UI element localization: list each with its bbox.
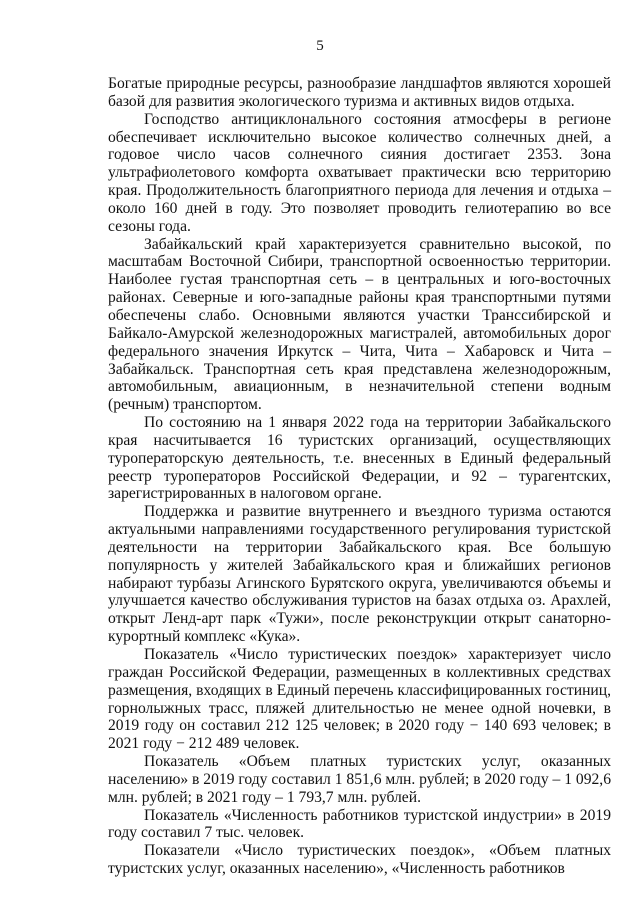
paragraph-climate: Господство антициклонального состояния атмосферы в регионе обеспечивает исключительно высокое количество солнечных дней, а годовое число часов солнечного сияния достигает 2353. Зона ультрафиолетового комфорта охватывает практически всю территорию края. Продолжительность благоприятного периода для лечения и отдыха – около 160 дней в году. Это позволяет проводить гелиотерапию во все сезоны года. [108, 110, 611, 235]
paragraph-tourism-support: Поддержка и развитие внутреннего и въездного туризма остаются актуальными направлениями государственного регулирования туристской деятельности на территории Забайкальского края. Все большую популярность у жителей Забайкальского края и ближайших регионов набирают турбазы Агинского Бурятского округа, увеличиваются объемы и улучшается качество обслуживания туристов на базах отдыха оз. Арахлей, открыт Ленд-арт парк «Тужи», после реконструкции открыт санаторно-курортный комплекс «Кука». [108, 503, 611, 646]
paragraph-natural-resources: Богатые природные ресурсы, разнообразие ландшафтов являются хорошей базой для развития экологического туризма и активных видов отдыха. [108, 75, 611, 110]
paragraph-transport: Забайкальский край характеризуется сравнительно высокой, по масштабам Восточной Сибири, транспортной освоенностью территории. Наиболее густая транспортная сеть – в центральных и юго-восточных районах. Северные и юго-западные районы края транспортными путями обеспечены слабо. Основными являются участки Транссибирской и Байкало-Амурской железнодорожных магистралей, автомобильных дорог федерального значения Иркутск – Чита, Чита – Хабаровск и Чита – Забайкальск. Транспортная сеть края представлена железнодорожным, автомобильным, авиационным, в незначительной степени водным (речным) транспортом. [108, 235, 611, 414]
paragraph-indicators-continued: Показатели «Число туристических поездок», «Объем платных туристских услуг, оказанных населению», «Численность работников [108, 842, 611, 878]
paragraph-tour-organizations: По состоянию на 1 января 2022 года на территории Забайкальского края насчитывается 16 туристских организаций, осуществляющих туроператорскую деятельность, т.е. внесенных в Единый федеральный реестр туроператоров Российской Федерации, и 92 – турагентских, зарегистрированных в налоговом органе. [108, 414, 611, 503]
page-body [108, 75, 611, 878]
paragraph-tourist-trips-indicator: Показатель «Число туристических поездок» характеризует число граждан Российской Федерации, размещенных в коллективных средствах размещения, входящих в Единый перечень классифицированных гостиниц, горнолыжных трасс, пляжей длительностью не менее одной ночевки, в 2019 году он составил 212 125 человек; в 2020 году − 140 693 человек; в 2021 году − 212 489 человек. [108, 646, 611, 753]
paragraph-paid-services-indicator: Показатель «Объем платных туристских услуг, оказанных населению» в 2019 году составил 1 851,6 млн. рублей; в 2020 году – 1 092,6 млн. рублей; в 2021 году – 1 793,7 млн. рублей. [108, 753, 611, 806]
page-number: 5 [316, 38, 324, 54]
paragraph-workers-indicator: Показатель «Численность работников туристской индустрии» в 2019 году составил 7 тыс. человек. [108, 806, 611, 842]
